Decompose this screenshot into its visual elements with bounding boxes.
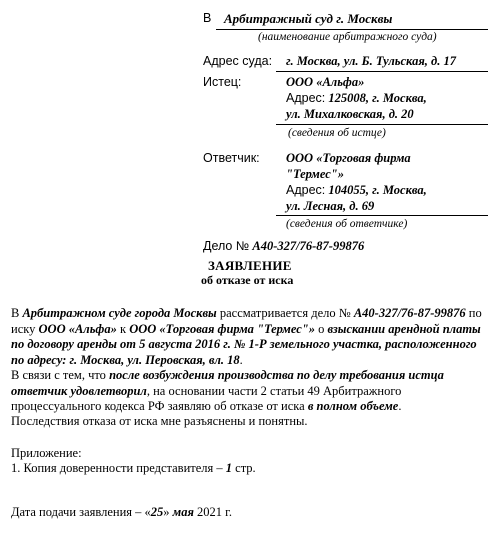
address-underline [276,71,488,72]
plaintiff-address-line-2: ул. Михалковская, д. 20 [286,107,414,121]
attachment-item-text: 1. Копия доверенности представителя – [11,461,226,475]
p1-case-number: А40-327/76-87-99876 [353,306,466,320]
address-value: г. Москва, ул. Б. Тульская, д. 17 [286,54,456,68]
p2-reason: после возбуждения производства по делу требования истца ответчик удовлетворил [11,368,444,398]
case-number-line [203,239,364,254]
body-paragraph-3: Последствия отказа от иска мне разъяснены и понятны. [11,414,308,428]
defendant-name-line-1: ООО «Торговая фирма [286,151,411,165]
plaintiff-name: ООО «Альфа» [286,75,365,89]
p2-text-2: , на основании части 2 статьи 49 Арбитражного процессуального кодекса РФ заявляю об отказе от иска [11,383,402,413]
p1-text-2: рассматривается дело № [216,306,354,320]
p2-text-3: . [398,399,402,413]
filing-date-line [11,505,232,520]
defendant-address-prefix: Адрес: [286,183,326,197]
p1-defendant: ООО «Торговая фирма "Термес"» [129,321,315,336]
p1-plaintiff: ООО «Альфа» [38,321,117,336]
plaintiff-address-line-1 [286,91,427,106]
address-label: Адрес суда: [203,54,273,68]
attachment-item-1 [11,461,256,476]
plaintiff-underline [276,124,488,125]
plaintiff-label: Истец: [203,75,242,89]
defendant-address-line-1 [286,183,427,198]
date-mid: » [163,505,173,519]
defendant-underline [276,215,488,216]
case-prefix: Дело № [203,239,250,253]
p2-extent: в полном объеме [307,399,399,413]
p1-text-3: по иску [11,306,482,336]
p1-text-4: к [116,321,130,336]
p2-text-1: В связи с тем, что [11,368,110,382]
p1-claim: взыскании арендной платы по договору аренды от 5 августа 2016 г. № 1-Р земельного участка, расположенного по адресу: г. Москва, ул. Перовская, вл. 18 [11,321,481,367]
defendant-name-line-2: "Термес"» [286,167,344,181]
document-title: ЗАЯВЛЕНИЕ [208,258,292,273]
court-caption: (наименование арбитражного суда) [258,31,437,43]
date-year: 2021 г. [193,505,232,519]
defendant-address-part-1: 104055, г. Москва, [328,183,427,197]
plaintiff-address-part-1: 125008, г. Москва, [328,91,427,105]
attachments-label: Приложение: [11,446,82,460]
attachment-item-count: 1 [225,461,233,475]
p1-text-6: . [239,352,243,367]
defendant-label: Ответчик: [203,151,260,165]
to-prefix: В [203,11,212,25]
p1-court: Арбитражном суде города Москвы [22,306,217,320]
body-paragraph-2 [11,368,491,415]
plaintiff-caption: (сведения об истце) [288,127,386,139]
date-month: мая [172,505,194,519]
plaintiff-address-prefix: Адрес: [286,91,326,105]
case-number: А40-327/76-87-99876 [252,239,365,253]
p1-text-1: В [11,306,23,320]
date-day: 25 [150,505,164,519]
attachment-item-suffix: стр. [232,461,256,475]
court-name: Арбитражный суд г. Москвы [224,11,393,26]
defendant-address-line-2: ул. Лесная, д. 69 [286,199,375,213]
document-subtitle: об отказе от иска [201,273,294,287]
body-paragraph-1 [11,306,491,368]
defendant-caption: (сведения об ответчике) [286,218,408,230]
date-prefix: Дата подачи заявления – « [11,505,151,519]
p1-text-5: о [315,321,328,336]
